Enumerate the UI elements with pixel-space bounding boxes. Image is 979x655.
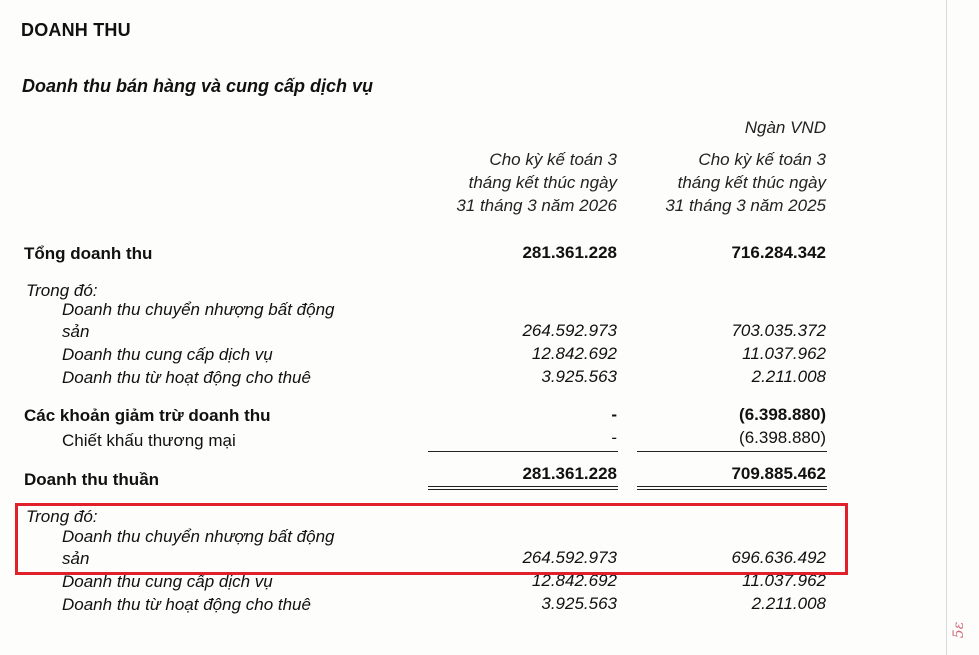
total-rule-top-2025 (637, 486, 827, 487)
value-services-2026: 12.842.692 (531, 344, 617, 363)
value-deductions-2026: - (611, 405, 617, 424)
value-deductions-2025: (6.398.880) (739, 405, 826, 424)
value-total-revenue-2025: 716.284.342 (731, 243, 826, 262)
section-title: DOANH THU (21, 20, 131, 40)
row-label-total-revenue: Tổng doanh thu (24, 244, 153, 263)
row-label-services-net: Doanh thu cung cấp dịch vụ (62, 572, 273, 591)
row-label-trade-discount: Chiết khấu thương mại (62, 431, 236, 450)
value-leasing-2026: 3.925.563 (541, 367, 617, 386)
margin-mark: 5ε (951, 621, 968, 639)
value-total-revenue-2026: 281.361.228 (522, 243, 617, 262)
value-property-transfer-2026: 264.592.973 (522, 321, 617, 340)
column-header-2026: Cho kỳ kế toán 3 tháng kết thúc ngày 31 tháng 3 năm 2026 (456, 150, 617, 215)
value-leasing-net-2025: 2.211.008 (751, 594, 826, 613)
row-label-deductions: Các khoản giảm trừ doanh thu (24, 406, 271, 425)
highlight-box (15, 503, 848, 575)
column-header-2025: Cho kỳ kế toán 3 tháng kết thúc ngày 31 tháng 3 năm 2025 (665, 150, 826, 215)
value-property-transfer-net-2026: 264.592.973 (522, 548, 617, 567)
value-property-transfer-net-2025: 696.636.492 (731, 548, 826, 567)
value-services-net-2026: 12.842.692 (531, 571, 617, 590)
subtotal-rule-2025 (637, 451, 827, 452)
row-label-property-transfer-net: Doanh thu chuyển nhượng bất động (62, 527, 335, 546)
total-rule-top-2026 (428, 486, 618, 487)
value-trade-discount-2025: (6.398.880) (739, 428, 826, 447)
value-net-revenue-2025: 709.885.462 (731, 464, 826, 483)
value-services-2025: 11.037.962 (742, 344, 826, 363)
total-rule-bottom-2025 (637, 489, 827, 490)
row-label-of-which: Trong đó: (26, 281, 98, 300)
value-leasing-net-2026: 3.925.563 (541, 594, 617, 613)
value-leasing-2025: 2.211.008 (751, 367, 826, 386)
total-rule-bottom-2026 (428, 489, 618, 490)
row-label-of-which-net: Trong đó: (26, 507, 98, 526)
currency-unit: Ngàn VND (744, 118, 826, 137)
row-label-services: Doanh thu cung cấp dịch vụ (62, 345, 273, 364)
page-edge-line (946, 0, 947, 655)
row-label-net-revenue: Doanh thu thuần (24, 470, 160, 489)
row-label-property-transfer-net-cont: sản (62, 549, 90, 568)
row-label-property-transfer: Doanh thu chuyển nhượng bất động (62, 300, 335, 319)
subtotal-rule-2026 (428, 451, 618, 452)
value-property-transfer-2025: 703.035.372 (731, 321, 826, 340)
row-label-leasing-net: Doanh thu từ hoạt động cho thuê (62, 595, 311, 614)
value-services-net-2025: 11.037.962 (742, 571, 826, 590)
value-net-revenue-2026: 281.361.228 (522, 464, 617, 483)
row-label-property-transfer-cont: sản (62, 322, 90, 341)
section-subtitle: Doanh thu bán hàng và cung cấp dịch vụ (22, 76, 374, 96)
row-label-leasing: Doanh thu từ hoạt động cho thuê (62, 368, 311, 387)
value-trade-discount-2026: - (611, 428, 617, 447)
